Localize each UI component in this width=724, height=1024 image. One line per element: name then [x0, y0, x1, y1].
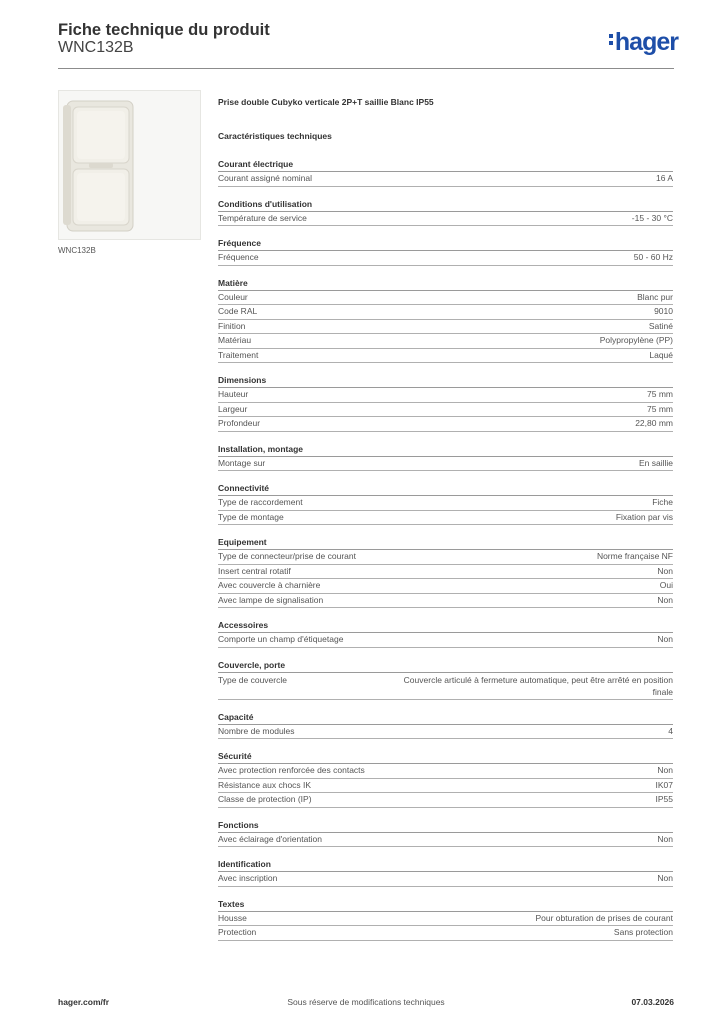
double-socket-product-image — [58, 90, 201, 240]
product-image-column — [58, 90, 201, 255]
spec-label: Courant assigné nominal — [218, 173, 313, 183]
spec-row — [218, 457, 673, 472]
section-title: Textes — [218, 897, 673, 912]
spec-value: Norme française NF — [596, 551, 673, 561]
spec-section — [218, 749, 673, 808]
spec-row — [218, 793, 673, 808]
spec-value: 16 A — [655, 173, 673, 183]
spec-row — [218, 349, 673, 364]
logo-dots-icon — [609, 34, 613, 48]
spec-section — [218, 276, 673, 364]
spec-row — [218, 320, 673, 335]
section-title: Connectivité — [218, 481, 673, 496]
spec-label: Résistance aux chocs IK — [218, 779, 312, 790]
spec-value: Non — [657, 765, 673, 775]
characteristics-sections — [218, 157, 673, 941]
spec-row — [218, 764, 673, 779]
spec-row — [218, 594, 673, 609]
spec-label: Comporte un champ d'étiquetage — [218, 634, 344, 644]
spec-value: IP55 — [655, 794, 673, 804]
spec-row — [218, 912, 673, 927]
spec-label: Matériau — [218, 335, 252, 345]
spec-row — [218, 334, 673, 349]
spec-row — [218, 417, 673, 432]
spec-section — [218, 236, 673, 266]
spec-label: Protection — [218, 927, 257, 937]
spec-row — [218, 388, 673, 403]
product-reference: WNC132B — [58, 39, 134, 56]
spec-value: 50 - 60 Hz — [633, 252, 673, 262]
spec-row — [218, 833, 673, 848]
spec-value: Fixation par vis — [615, 511, 673, 522]
spec-value: Laqué — [649, 349, 673, 360]
spec-section — [218, 442, 673, 472]
footer-website: hager.com/fr — [58, 997, 110, 1007]
spec-label: Type de connecteur/prise de courant — [218, 551, 356, 561]
spec-section — [218, 710, 673, 740]
spec-value: Non — [657, 634, 673, 644]
spec-label: Code RAL — [218, 306, 258, 316]
spec-value: Non — [657, 565, 673, 576]
spec-label: Type de montage — [218, 511, 284, 522]
spec-label: Largeur — [218, 403, 248, 414]
section-title: Equipement — [218, 535, 673, 550]
section-title: Sécurité — [218, 749, 673, 764]
spec-row — [218, 305, 673, 320]
spec-section — [218, 857, 673, 887]
spec-section — [218, 197, 673, 227]
spec-row — [218, 172, 673, 187]
section-title: Matière — [218, 276, 673, 291]
spec-value: IK07 — [655, 779, 673, 790]
spec-label: Nombre de modules — [218, 725, 295, 736]
spec-row — [218, 550, 673, 565]
double-socket-illustration-icon — [59, 91, 200, 239]
section-title: Accessoires — [218, 618, 673, 633]
section-title: Installation, montage — [218, 442, 673, 457]
spec-section — [218, 157, 673, 187]
product-name: Prise double Cubyko verticale 2P+T saillie Blanc IP55 — [218, 97, 434, 107]
footer-disclaimer: Sous réserve de modifications techniques — [287, 997, 445, 1007]
spec-row — [218, 579, 673, 594]
spec-value: 4 — [668, 725, 673, 736]
spec-label: Classe de protection (IP) — [218, 794, 312, 804]
spec-row — [218, 291, 673, 306]
spec-label: Avec couvercle à charnière — [218, 580, 321, 590]
section-title: Courant électrique — [218, 157, 673, 172]
spec-value: En saillie — [638, 457, 673, 468]
spec-section — [218, 818, 673, 848]
spec-label: Housse — [218, 912, 247, 923]
spec-row — [218, 673, 673, 700]
section-title: Conditions d'utilisation — [218, 197, 673, 212]
document-title: Fiche technique du produit — [58, 21, 270, 39]
image-caption: WNC132B — [58, 246, 96, 255]
spec-row — [218, 212, 673, 227]
spec-section — [218, 658, 673, 700]
spec-value: Blanc pur — [637, 291, 673, 302]
spec-row — [218, 511, 673, 526]
spec-value: 75 mm — [647, 403, 673, 414]
section-title: Capacité — [218, 710, 673, 725]
spec-row — [218, 633, 673, 648]
spec-label: Avec inscription — [218, 873, 278, 883]
spec-label: Température de service — [218, 212, 307, 223]
spec-section — [218, 373, 673, 432]
spec-value: Non — [657, 873, 673, 883]
section-title: Fonctions — [218, 818, 673, 833]
spec-value: Couvercle articulé à fermeture automatique, peut être arrêté en position finale — [403, 674, 673, 697]
spec-value: Oui — [659, 580, 673, 590]
spec-section — [218, 897, 673, 941]
spec-value: Sans protection — [613, 927, 673, 937]
spec-label: Couleur — [218, 291, 248, 302]
spec-row — [218, 779, 673, 794]
spec-row — [218, 926, 673, 941]
spec-value: Satiné — [648, 320, 673, 331]
spec-label: Traitement — [218, 349, 259, 360]
section-title: Fréquence — [218, 236, 673, 251]
spec-label: Montage sur — [218, 457, 266, 468]
spec-row — [218, 251, 673, 266]
spec-row — [218, 496, 673, 511]
logo-text: hager — [614, 28, 678, 56]
spec-value: 75 mm — [647, 389, 673, 399]
spec-section — [218, 535, 673, 608]
spec-label: Finition — [218, 320, 246, 331]
spec-row — [218, 403, 673, 418]
spec-row — [218, 872, 673, 887]
section-title: Dimensions — [218, 373, 673, 388]
section-title: Couvercle, porte — [218, 658, 673, 673]
spec-label: Type de raccordement — [218, 497, 303, 507]
spec-value: -15 - 30 °C — [631, 212, 673, 223]
spec-label: Avec lampe de signalisation — [218, 594, 324, 605]
footer-date: 07.03.2026 — [631, 997, 674, 1007]
spec-section — [218, 618, 673, 648]
spec-label: Avec éclairage d'orientation — [218, 833, 323, 844]
spec-label: Avec protection renforcée des contacts — [218, 765, 365, 775]
spec-value: 22,80 mm — [635, 418, 673, 428]
page-footer — [58, 997, 674, 1011]
spec-value: Pour obturation de prises de courant — [535, 912, 673, 923]
characteristics-title: Caractéristiques techniques — [218, 131, 332, 141]
spec-label: Type de couvercle — [218, 674, 287, 685]
spec-label: Fréquence — [218, 252, 259, 262]
spec-label: Insert central rotatif — [218, 565, 291, 576]
spec-row — [218, 725, 673, 740]
spec-label: Hauteur — [218, 389, 249, 399]
spec-section — [218, 481, 673, 525]
spec-row — [218, 565, 673, 580]
page-header — [58, 20, 678, 69]
technical-content — [218, 97, 673, 951]
spec-value: Fiche — [652, 497, 673, 507]
spec-value: Non — [657, 594, 673, 605]
spec-label: Profondeur — [218, 418, 261, 428]
spec-value: Polypropylène (PP) — [599, 335, 673, 345]
section-title: Identification — [218, 857, 673, 872]
hager-logo — [609, 28, 678, 56]
spec-value: Non — [657, 833, 673, 844]
spec-value: 9010 — [654, 306, 673, 316]
